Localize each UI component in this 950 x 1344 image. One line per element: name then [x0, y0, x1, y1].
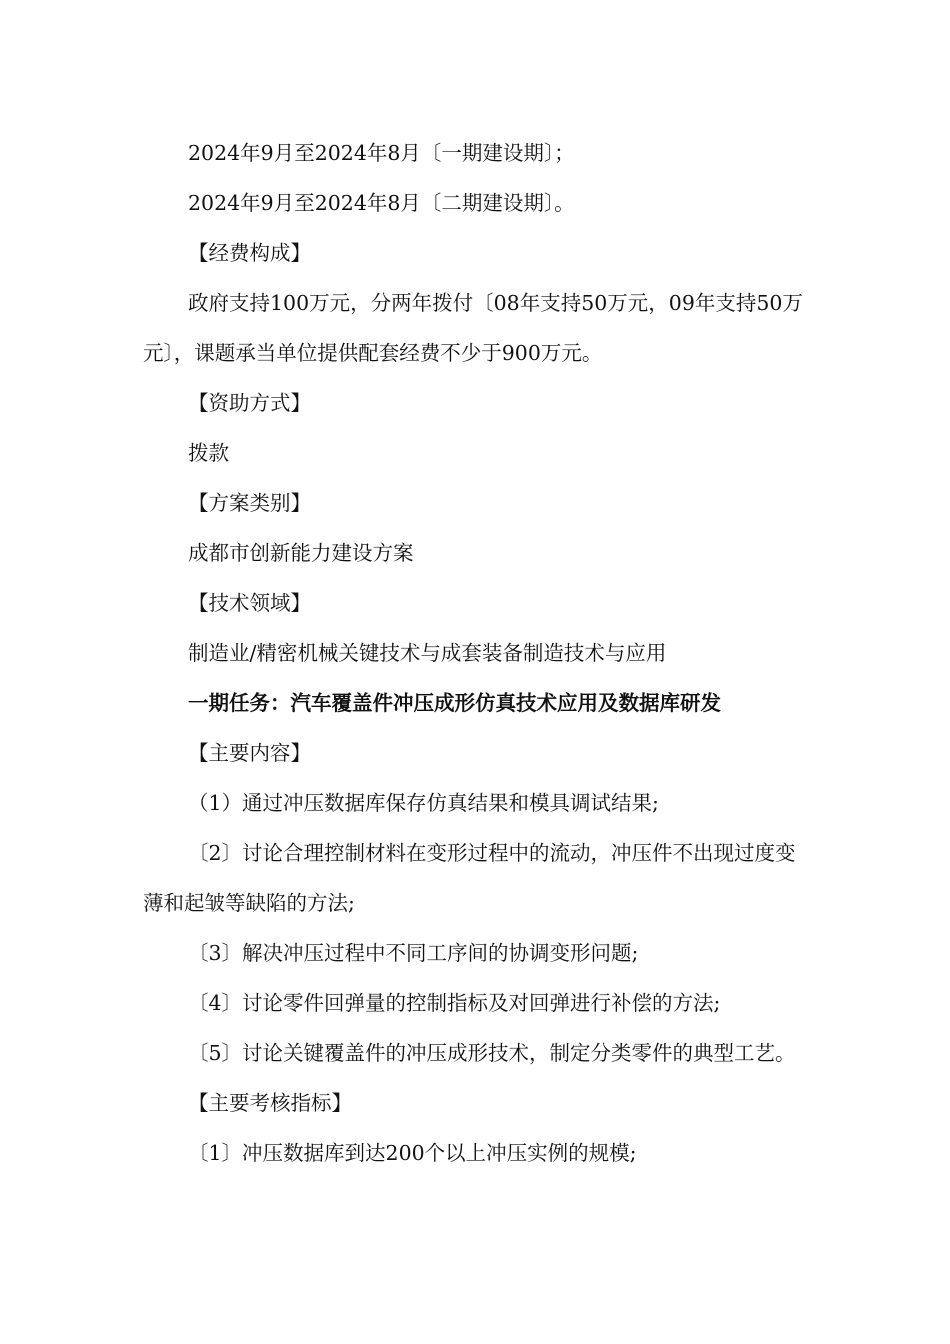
- phase-one-task-title: 一期任务：汽车覆盖件冲压成形仿真技术应用及数据库研发: [188, 691, 721, 715]
- content-item-1: （1）通过冲压数据库保存仿真结果和模具调试结果;: [188, 791, 659, 815]
- content-item-3: 〔3〕解决冲压过程中不同工序间的协调变形问题;: [188, 941, 639, 965]
- plan-category-text: 成都市创新能力建设方案: [188, 541, 414, 565]
- content-item-5: 〔5〕讨论关键覆盖件的冲压成形技术，制定分类零件的典型工艺。: [188, 1041, 796, 1065]
- section-heading-assessment: 【主要考核指标】: [188, 1091, 352, 1115]
- schedule-phase-one: 2024年9月至2024年8月〔一期建设期〕；: [188, 141, 575, 165]
- section-heading-tech-field: 【技术领域】: [188, 591, 311, 615]
- content-item-2: 〔2〕讨论合理控制材料在变形过程中的流动，冲压件不出现过度变薄和起皱等缺陷的方法;: [143, 841, 796, 915]
- tech-field-text: 制造业/精密机械关键技术与成套装备制造技术与应用: [188, 641, 667, 665]
- section-heading-main-content: 【主要内容】: [188, 741, 311, 765]
- section-heading-support-method: 【资助方式】: [188, 391, 311, 415]
- support-method-text: 拨款: [188, 441, 229, 465]
- schedule-phase-two: 2024年9月至2024年8月〔二期建设期〕。: [188, 191, 575, 215]
- section-heading-funding: 【经费构成】: [188, 241, 311, 265]
- document-body: [143, 128, 805, 1178]
- assessment-item-1: 〔1〕冲压数据库到达200个以上冲压实例的规模;: [188, 1141, 637, 1165]
- funding-paragraph: 政府支持100万元，分两年拨付〔08年支持50万元，09年支持50万元〕，课题承当单位提供配套经费不少于900万元。: [143, 291, 803, 365]
- content-item-4: 〔4〕讨论零件回弹量的控制指标及对回弹进行补偿的方法;: [188, 991, 721, 1015]
- section-heading-plan-category: 【方案类别】: [188, 491, 311, 515]
